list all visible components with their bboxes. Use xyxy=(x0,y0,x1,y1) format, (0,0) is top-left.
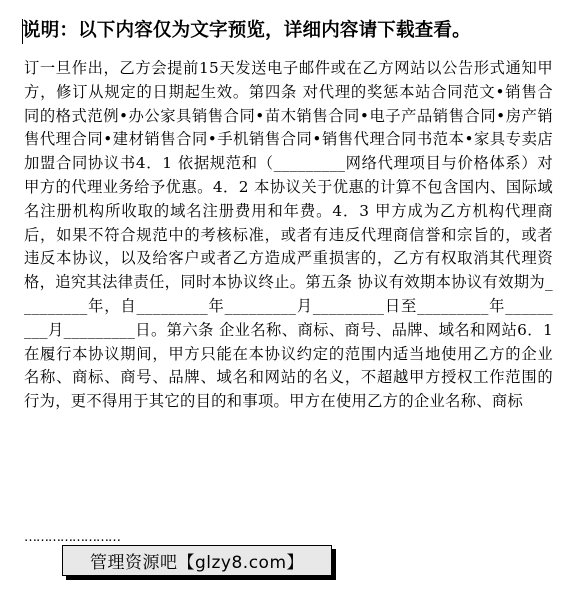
preview-notice: 说明：以下内容仅为文字预览，详细内容请下载查看。 xyxy=(22,20,471,41)
site-watermark-label: 管理资源吧【glzy8.com】 xyxy=(89,553,305,573)
site-watermark-badge xyxy=(62,545,332,576)
continuation-ellipsis: …………………… xyxy=(24,530,120,545)
document-body-text: 订一旦作出，乙方会提前15天发送电子邮件或在乙方网站以公告形式通知甲方，修订从规定的日期起生效。第四条 对代理的奖惩本站合同范文•销售合同的格式范例•办公家具销售合同•苗木销售合同•电子产品销售合同•房产销售代理合同•建材销售合同•手机销售合同•销售代理合同书范本•家具专卖店加盟合同协议书4．1 依据规范和（_________网络代理项目与价格体系）对甲方的代理业务给予优惠。4．2 本协议关于优惠的计算不包含国内、国际域名注册机构所收取的域名注册费用和年费。4．3 甲方成为乙方机构代理商后，如果不符合规范中的考核标准，或者有违反代理商信誉和宗旨的，或者违反本协议，以及给客户或者乙方造成严重损害的，乙方有权取消其代理资格，追究其法律责任，同时本协议终止。第五条 协议有效期本协议有效期为_________年，自_________年_________月_________日至_________年_________月_________日。第六条 企业名称、商标、商号、品牌、域名和网站6．1 在履行本协议期间，甲方只能在本协议约定的范围内适当地使用乙方的企业名称、商标、商号、品牌、域名和网站的名义，不超越甲方授权工作范围的行为，更不得用于其它的目的和事项。甲方在使用乙方的企业名称、商标 xyxy=(24,59,553,411)
